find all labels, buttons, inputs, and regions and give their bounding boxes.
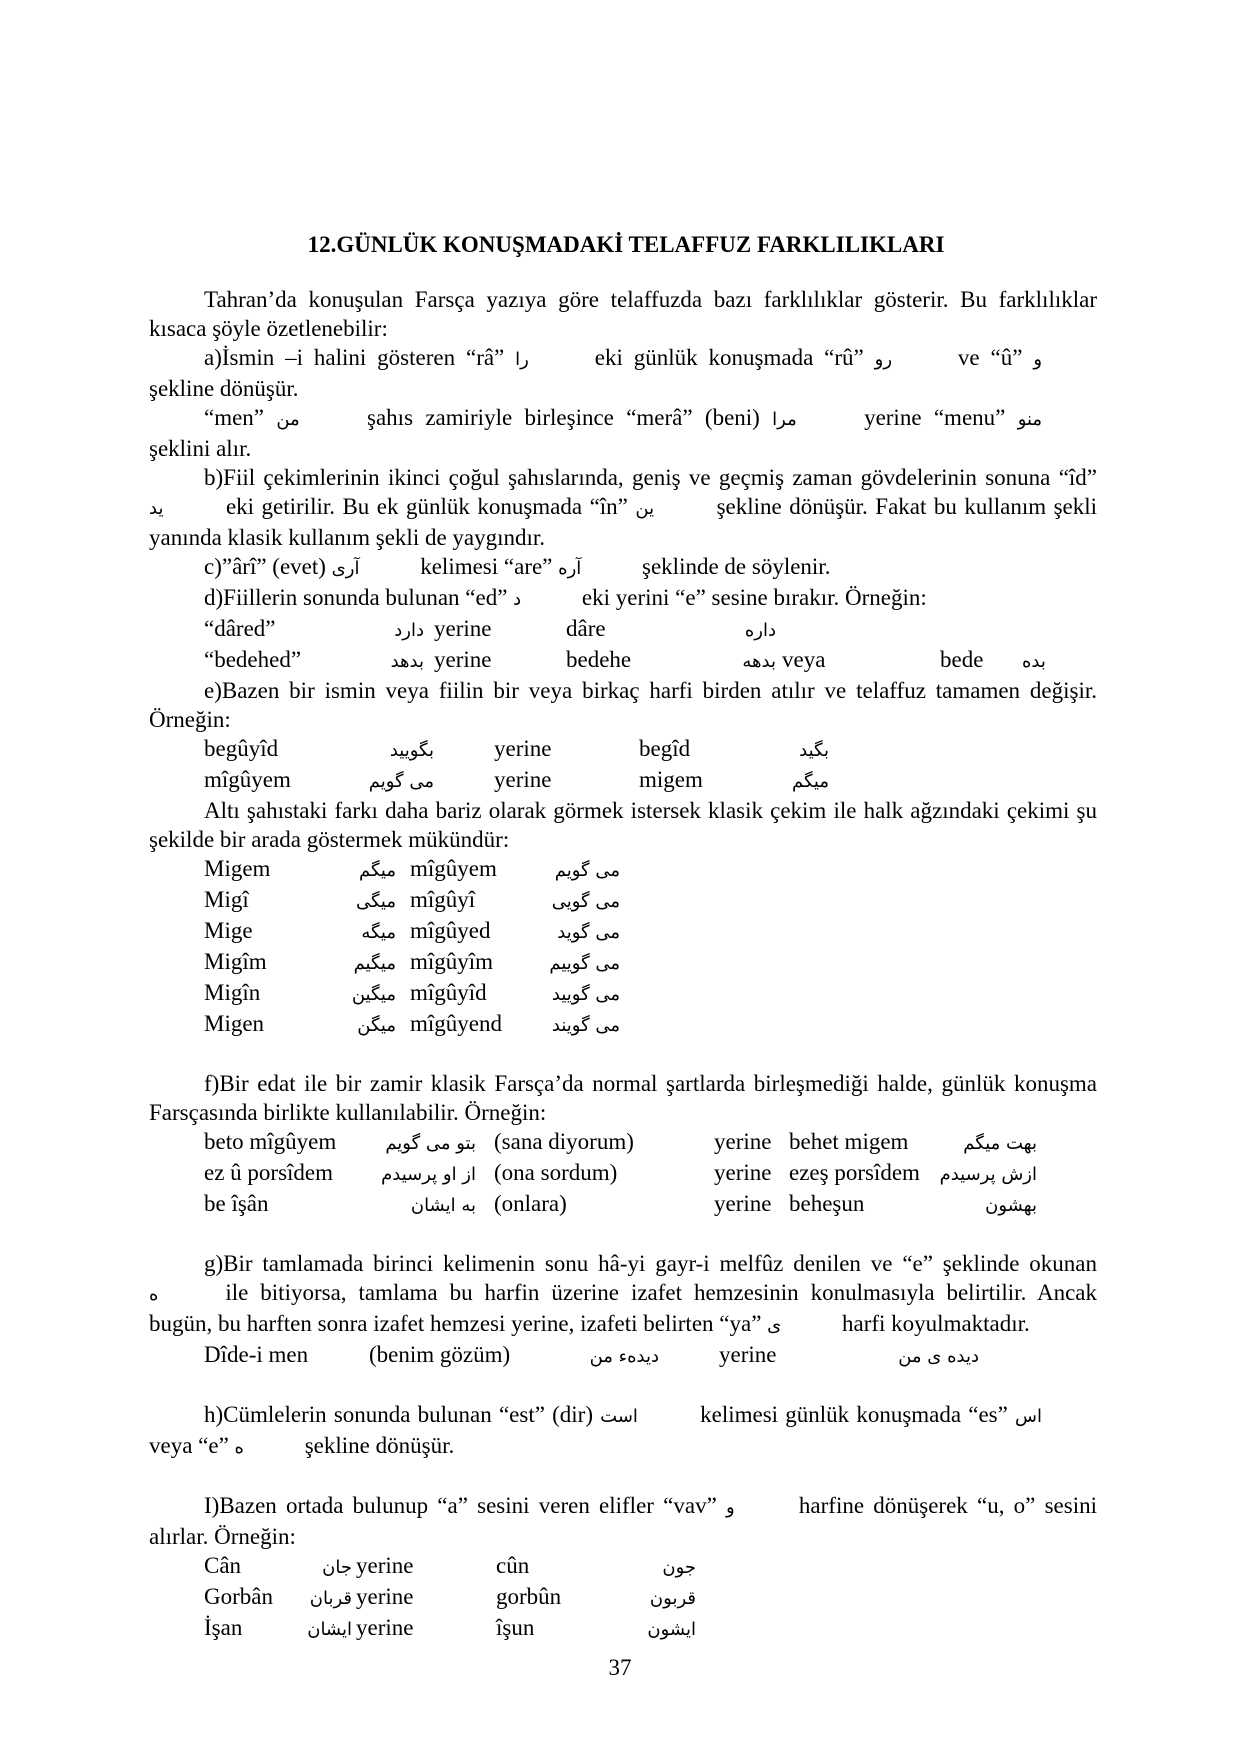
table-cell: Migem [204, 856, 271, 881]
table-cell: cûn [496, 1553, 530, 1578]
table-row [204, 765, 829, 796]
table-cell: می گويی [551, 891, 620, 912]
table-row [204, 978, 620, 1009]
item-i-paragraph [149, 1491, 1097, 1551]
example-table-d [204, 614, 1046, 676]
table-cell: (ona sordum) [494, 1160, 618, 1185]
table-cell: داره [744, 620, 776, 641]
section-title: 12.GÜNLÜK KONUŞMADAKİ TELAFFUZ FARKLILIKLARI [307, 232, 945, 257]
table-cell: ديدهء من [589, 1346, 659, 1367]
table-cell: (benim gözüm) [369, 1342, 511, 1367]
arabic-ru: رو [874, 349, 893, 370]
item-b-text2: eki getirilir. Bu ek günlük konuşmada “în” [225, 494, 628, 519]
table-cell: ميگی [355, 891, 396, 912]
item-e-paragraph: e)Bazen bir ismin veya fiilin bir veya birkaç harfi birden atılır ve telaffuz tamamen değişir. Örneğin: [149, 678, 1097, 732]
item-a2-text3: yerine “menu” [864, 405, 1006, 430]
item-c-text1: c)”ârî” (evet) [204, 554, 326, 579]
item-f-paragraph: f)Bir edat ile bir zamir klasik Farsça’da normal şartlarda birleşmediği halde, günlük konuşma Farsçasında birlikte kullanılabilir. Örneğin: [149, 1071, 1097, 1125]
table-cell: بهت ميگم [963, 1133, 1037, 1154]
table-cell: mîgûyem [204, 767, 291, 792]
table-cell: از او پرسيدم [381, 1164, 476, 1185]
table-cell: به ايشان [410, 1195, 476, 1216]
table-cell: yerine [356, 1553, 414, 1578]
table-cell: بدهد [390, 651, 424, 672]
table-cell: “bedehed” [204, 647, 302, 672]
table-cell: ez û porsîdem [204, 1160, 334, 1185]
arabic-est: است [600, 1406, 638, 1427]
arabic-vav: و [1033, 349, 1043, 370]
table-cell: yerine [356, 1615, 414, 1640]
document-page [149, 230, 1097, 1644]
arabic-vav2: و [726, 1497, 735, 1518]
table-row [204, 1189, 1037, 1220]
table-cell: بگوييد [389, 740, 434, 761]
arabic-dal: د [513, 589, 522, 610]
arabic-he2: ه [234, 1437, 244, 1458]
table-row [204, 1551, 696, 1582]
table-cell: Cân [204, 1553, 242, 1578]
item-a-text2: eki günlük konuşmada “rû” [594, 345, 864, 370]
table-cell: Migîm [204, 949, 267, 974]
item-b-paragraph [149, 463, 1097, 552]
table-cell: îşun [496, 1615, 535, 1640]
table-cell: می گوييم [549, 953, 620, 974]
table-cell: mîgûyed [410, 918, 491, 943]
item-d-paragraph [149, 583, 1097, 614]
table-cell: بتو می گويم [385, 1133, 476, 1154]
table-cell: می گويند [551, 1015, 620, 1036]
table-cell: Migen [204, 1011, 265, 1036]
item-a2-paragraph [149, 403, 1097, 463]
item-b-text1: b)Fiil çekimlerinin ikinci çoğul şahıslarında, geniş ve geçmiş zaman gövdelerinin sonuna “îd” [204, 465, 1097, 490]
table-cell: Migî [204, 887, 249, 912]
table-cell: می گويم [554, 860, 620, 881]
table-cell: mîgûyem [410, 856, 497, 881]
table-row [204, 1613, 696, 1644]
item-g-text3: harfi koyulmaktadır. [842, 1311, 1030, 1336]
example-table-f [204, 1127, 1037, 1220]
table-cell: می گويم [368, 771, 434, 792]
item-d-text2: eki yerini “e” sesine bırakır. Örneğin: [581, 585, 927, 610]
table-cell: Dîde-i men [204, 1342, 309, 1367]
table-cell: بدهه [742, 651, 776, 672]
table-cell: Migîn [204, 980, 261, 1005]
table-cell: ميگم [359, 860, 396, 881]
item-i-text1: I)Bazen ortada bulunup “a” sesini veren elifler “vav” [204, 1493, 717, 1518]
item-a-text3: ve “û” [957, 345, 1023, 370]
item-h-text2: kelimesi günlük konuşmada “es” [700, 1402, 1008, 1427]
table-cell: Mige [204, 918, 253, 943]
table-cell: mîgûyî [410, 887, 476, 912]
example-table-g [204, 1340, 979, 1371]
arabic-mera: مرا [772, 409, 797, 430]
table-cell: mîgûyend [410, 1011, 502, 1036]
intro-paragraph: Tahran’da konuşulan Farsça yazıya göre telaffuzda bazı farklılıklar gösterir. Bu farklılıklar kısaca şöyle özetlenebilir: [149, 287, 1097, 341]
table-cell: mîgûyîm [410, 949, 494, 974]
table-cell: bede [940, 647, 984, 672]
page-number: 37 [608, 1655, 632, 1680]
table-cell: ازش پرسيدم [939, 1164, 1037, 1185]
item-d-text1: d)Fiillerin sonunda bulunan “ed” [204, 585, 508, 610]
table-cell: yerine [494, 767, 552, 792]
table-cell: behet migem [789, 1129, 909, 1154]
arabic-ari: آری [331, 558, 360, 579]
item-h-text3: veya “e” [149, 1433, 229, 1458]
table-cell: ميگين [351, 984, 396, 1005]
table-cell: بهشون [985, 1195, 1037, 1216]
table-cell: gorbûn [496, 1584, 562, 1609]
item-i-text2: harfine dönüşerek “u, o” sesini alırlar. Örneğin: [149, 1493, 1097, 1549]
example-table-e [204, 734, 829, 796]
table-cell: Gorbân [204, 1584, 273, 1609]
arabic-id: يد [149, 498, 164, 519]
table-cell: می گويد [557, 922, 620, 943]
table-row [204, 1009, 620, 1040]
table-cell: می گوييد [551, 984, 620, 1005]
conjugation-table [204, 854, 620, 1040]
table-cell: بگيد [799, 740, 829, 761]
table-cell: ميگن [357, 1015, 396, 1036]
table-cell: ezeş porsîdem [789, 1160, 920, 1185]
table-cell: İşan [204, 1615, 243, 1640]
table-cell: قربان [309, 1588, 352, 1609]
item-a2-text4: şeklini alır. [149, 436, 252, 461]
item-h-text1: h)Cümlelerin sonunda bulunan “est” (dir) [204, 1402, 593, 1427]
arabic-men: من [276, 409, 300, 430]
table-row [204, 614, 1046, 645]
table-cell: bedehe [566, 647, 632, 672]
table-cell: yerine [434, 647, 492, 672]
table-cell: veya [782, 647, 826, 672]
item-e-paragraph2: Altı şahıstaki farkı daha bariz olarak görmek istersek klasik çekim ile halk ağzındaki çekimi şu şekilde bir arada göstermek mükündür: [149, 798, 1097, 852]
table-cell: “dâred” [204, 616, 276, 641]
table-cell: yerine [356, 1584, 414, 1609]
table-cell: dâre [566, 616, 606, 641]
table-cell: yerine [434, 616, 492, 641]
item-h-text4: şekline dönüşür. [304, 1433, 455, 1458]
table-cell: begîd [639, 736, 691, 761]
table-cell: بده [1022, 651, 1046, 672]
table-cell: ديده ی من [898, 1346, 979, 1367]
table-cell: ايشان [307, 1619, 352, 1640]
table-row [204, 1582, 696, 1613]
arabic-ra: را [515, 349, 529, 370]
table-row [204, 734, 829, 765]
item-g-paragraph [149, 1249, 1097, 1340]
item-a-paragraph [149, 343, 1097, 403]
item-a2-text2: şahıs zamiriyle birleşince “merâ” (beni) [367, 405, 760, 430]
arabic-are: آره [558, 558, 582, 579]
table-cell: جان [322, 1557, 352, 1578]
item-a2-text1: “men” [204, 405, 265, 430]
item-c-text2: kelimesi “are” [420, 554, 553, 579]
table-cell: yerine [714, 1160, 772, 1185]
item-g-text2: ile bitiyorsa, tamlama bu harfin üzerine izafet hemzesinin konulmasıyla belirtilir. Ancak bugün, bu harften sonra izafet hemzesi yerine, izafeti belirten “ya” [149, 1280, 1098, 1336]
table-cell: دارد [394, 620, 424, 641]
item-g-text1: g)Bir tamlamada birinci kelimenin sonu hâ-yi gayr-i melfûz denilen ve “e” şeklinde okunan [204, 1251, 1097, 1276]
table-cell: ايشون [647, 1619, 696, 1640]
table-cell: beto mîgûyem [204, 1129, 337, 1154]
arabic-es: اس [1015, 1406, 1043, 1427]
table-cell: beheşun [789, 1191, 865, 1216]
arabic-in: ين [635, 498, 655, 519]
table-cell: migem [639, 767, 703, 792]
table-row [204, 947, 620, 978]
item-h-paragraph [149, 1400, 1097, 1462]
table-cell: yerine [714, 1129, 772, 1154]
table-row [204, 916, 620, 947]
table-cell: (sana diyorum) [494, 1129, 634, 1154]
table-row [204, 1127, 1037, 1158]
table-cell: (onlara) [494, 1191, 567, 1216]
table-row [204, 1340, 979, 1371]
item-b-text3: şekline dönüşür. Fakat bu kullanım şekli yanında klasik kullanım şekli de yaygındır. [149, 494, 1098, 550]
table-cell: yerine [719, 1342, 777, 1367]
table-row [204, 885, 620, 916]
table-cell: ميگيم [353, 953, 396, 974]
table-cell: mîgûyîd [410, 980, 487, 1005]
table-cell: yerine [494, 736, 552, 761]
table-cell: ميگه [361, 922, 396, 943]
table-cell: yerine [714, 1191, 772, 1216]
arabic-ya: ی [767, 1315, 782, 1336]
table-cell: ميگم [792, 771, 829, 792]
table-row [204, 1158, 1037, 1189]
table-row [204, 645, 1046, 676]
item-a-text4: şekline dönüşür. [149, 376, 299, 401]
item-c-paragraph [149, 552, 1097, 583]
table-cell: begûyîd [204, 736, 279, 761]
arabic-menu: منو [1017, 409, 1043, 430]
table-cell: قربون [649, 1588, 696, 1609]
table-row [204, 854, 620, 885]
example-table-i [204, 1551, 696, 1644]
table-cell: جون [662, 1557, 696, 1578]
item-c-text3: şeklinde de söylenir. [642, 554, 831, 579]
item-a-text1: a)İsmin –i halini gösteren “râ” [204, 345, 505, 370]
arabic-he: ه [149, 1284, 159, 1305]
table-cell: be îşân [204, 1191, 269, 1216]
